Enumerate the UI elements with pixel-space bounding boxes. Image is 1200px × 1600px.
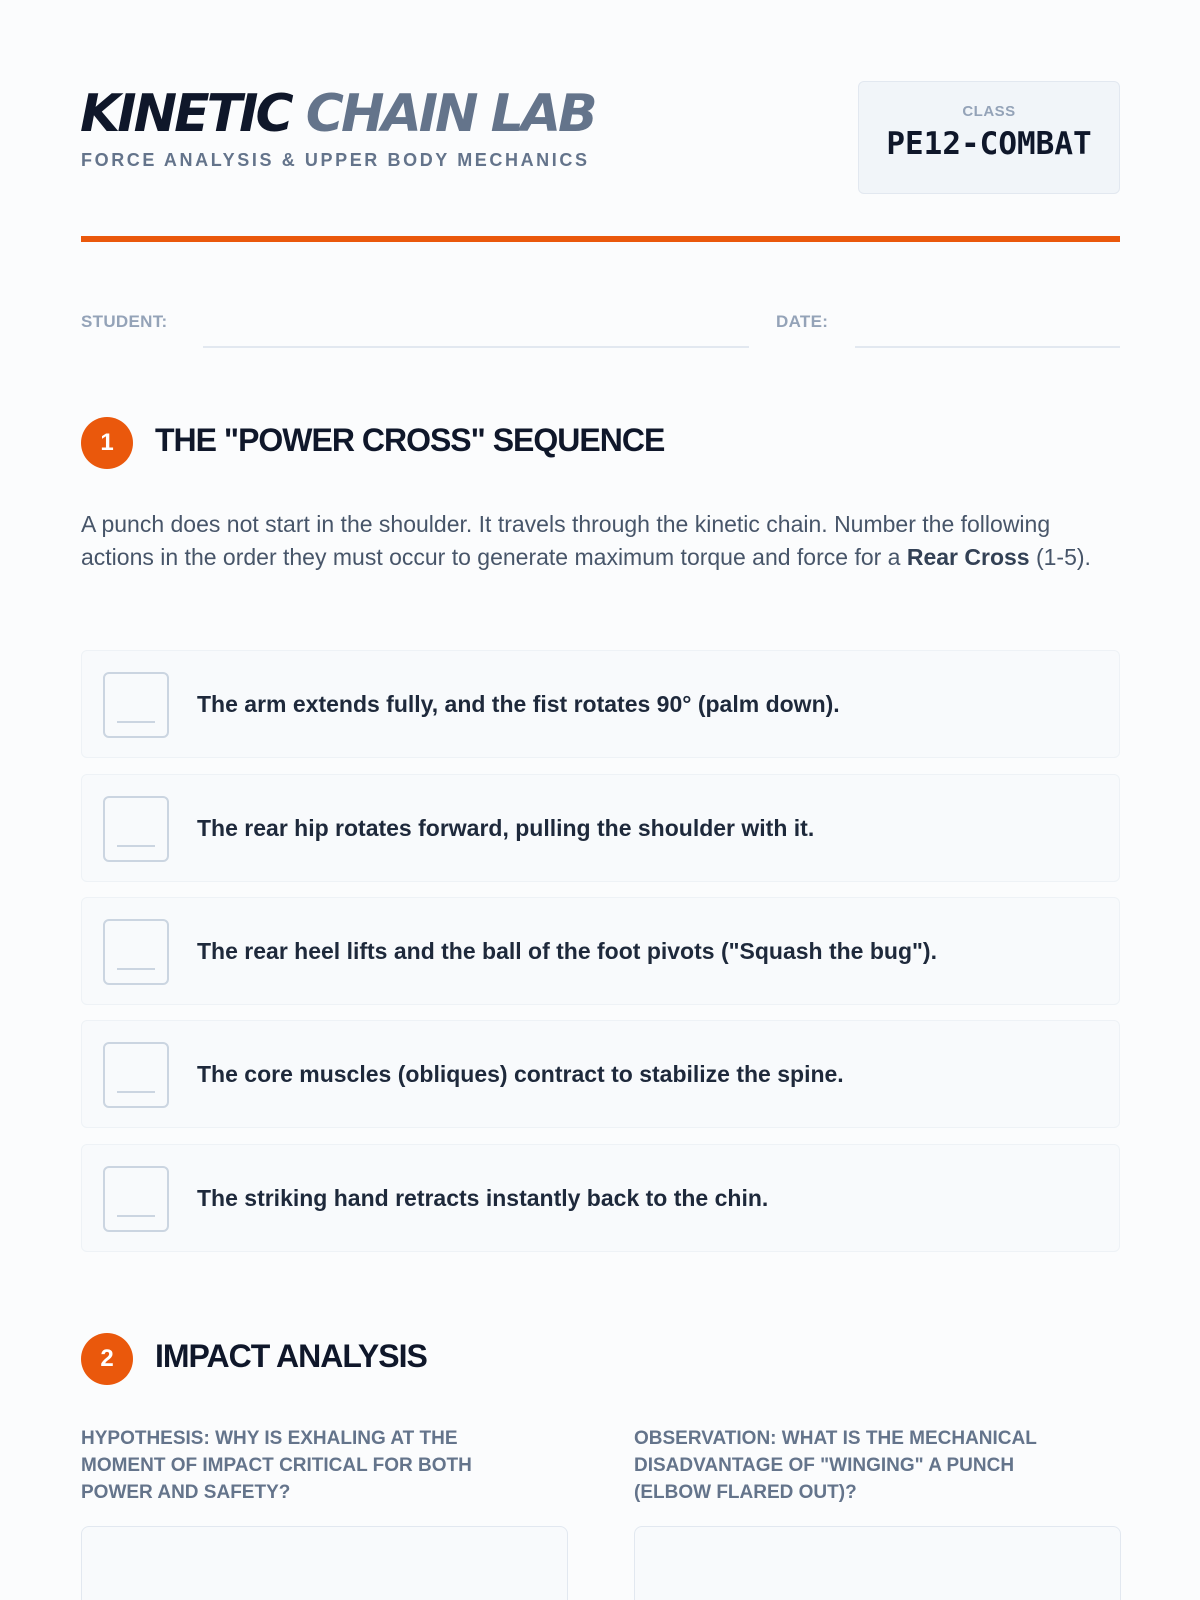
section-2-number-badge: 2 — [81, 1333, 133, 1385]
sequence-item — [81, 650, 1120, 758]
sequence-item-text: The arm extends fully, and the fist rotates 90° (palm down). — [197, 691, 840, 717]
title-part-1: KINETIC — [80, 84, 291, 144]
date-label: DATE: — [776, 312, 829, 331]
section-1-instructions — [81, 508, 1121, 574]
order-number-input[interactable] — [103, 1166, 169, 1232]
page-subtitle: FORCE ANALYSIS & UPPER BODY MECHANICS — [81, 150, 590, 170]
sequence-item — [81, 1144, 1120, 1252]
student-label: STUDENT: — [81, 312, 168, 331]
sequence-item-text: The striking hand retracts instantly back to the chin. — [197, 1185, 769, 1211]
sequence-item — [81, 1020, 1120, 1128]
hypothesis-answer-box[interactable] — [81, 1526, 568, 1600]
date-field[interactable] — [855, 346, 1120, 348]
instructions-bold-term: Rear Cross — [906, 544, 1030, 570]
class-badge — [858, 81, 1120, 194]
order-number-input[interactable] — [103, 1042, 169, 1108]
observation-question: OBSERVATION: WHAT IS THE MECHANICAL DISADVANTAGE OF "WINGING" A PUNCH (ELBOW FLARED OUT)? — [634, 1428, 1037, 1503]
page-title — [80, 84, 595, 144]
sequence-item-text: The rear heel lifts and the ball of the foot pivots ("Squash the bug"). — [197, 938, 937, 964]
sequence-item-text: The rear hip rotates forward, pulling the shoulder with it. — [197, 815, 815, 841]
sequence-item — [81, 897, 1120, 1005]
instructions-text: A punch does not start in the shoulder. It travels through the kinetic chain. Number the following actions in the order they must occur to generate maximum torque and force for a — [81, 511, 1051, 570]
sequence-item-text: The core muscles (obliques) contract to stabilize the spine. — [197, 1061, 844, 1087]
student-name-field[interactable] — [203, 346, 749, 348]
order-number-input[interactable] — [103, 672, 169, 738]
sequence-item — [81, 774, 1120, 882]
section-1-title: THE "POWER CROSS" SEQUENCE — [155, 422, 665, 458]
observation-answer-box[interactable] — [634, 1526, 1121, 1600]
section-2-title: IMPACT ANALYSIS — [155, 1338, 427, 1374]
class-label: CLASS — [962, 103, 1016, 120]
hypothesis-question: HYPOTHESIS: WHY IS EXHALING AT THE MOMENT OF IMPACT CRITICAL FOR BOTH POWER AND SAFETY? — [81, 1428, 472, 1503]
title-part-2: CHAIN LAB — [305, 84, 595, 144]
order-number-input[interactable] — [103, 796, 169, 862]
section-1-number-badge: 1 — [81, 417, 133, 469]
order-number-input[interactable] — [103, 919, 169, 985]
instructions-suffix: (1-5). — [1029, 544, 1091, 570]
class-code: PE12-COMBAT — [886, 126, 1092, 162]
header-divider — [81, 236, 1120, 242]
